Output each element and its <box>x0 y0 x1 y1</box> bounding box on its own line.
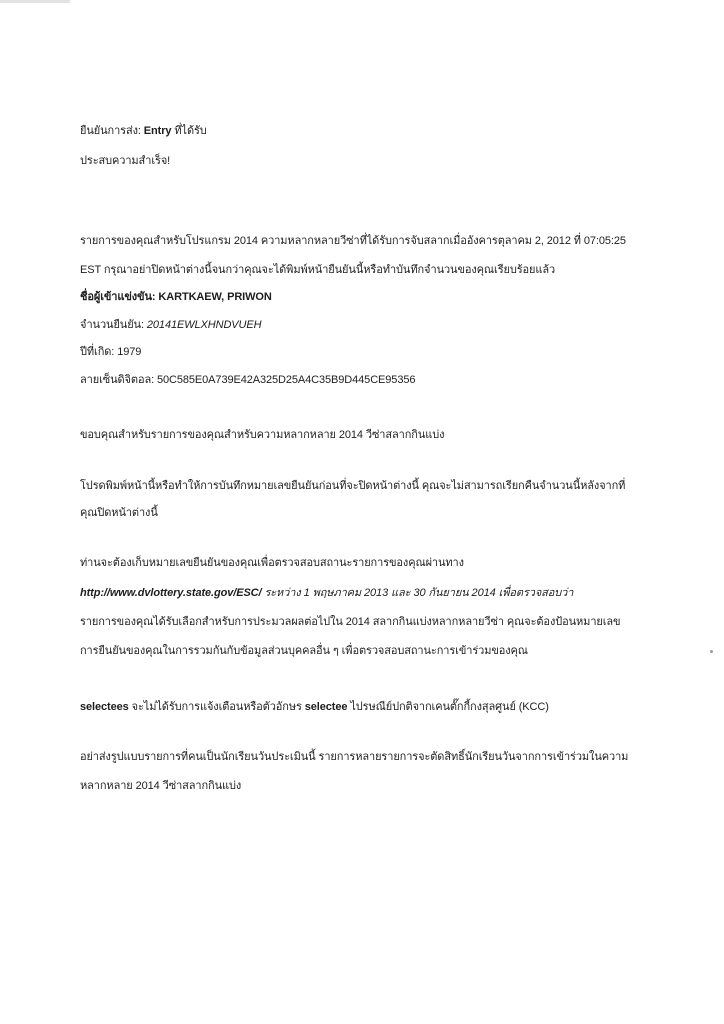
scan-edge-mark <box>0 0 70 3</box>
digital-signature: ลายเซ็นดิจิตอล: 50C585E0A739E42A325D25A4C35B9D445CE95356 <box>80 374 416 386</box>
check-status-line-4: การยืนยันของคุณในการรวมกันกับข้อมูลส่วนบุคคลอื่น ๆ เพื่อตรวจสอบสถานะการเข้าร่วมของคุณ <box>80 645 528 657</box>
check-status-line-3: รายการของคุณได้รับเลือกสำหรับการประมวลผลต่อไปใน 2014 สลากกินแบ่งหลากหลายวีซ่า คุณจะต้องป้อนหมายเลข <box>80 616 621 628</box>
print-notice-line-2: คุณปิดหน้าต่างนี้ <box>80 507 158 519</box>
selectees-notice: selectees จะไม่ได้รับการแจ้งเตือนหรือตัวอักษร selectee ไปรษณีย์ปกติจากเคนตั๊กกี้กงสุลศูนย์ (KCC) <box>80 701 549 713</box>
check-status-line-1: ท่านจะต้องเก็บหมายเลขยืนยันของคุณเพื่อตรวจสอบสถานะรายการของคุณผ่านทาง <box>80 557 464 569</box>
warning-line-2: หลากหลาย 2014 วีซ่าสลากกินแบ่ง <box>80 780 242 792</box>
status-check-url: http://www.dvlottery.state.gov/ESC/ <box>80 587 262 599</box>
scan-speck <box>710 650 713 653</box>
confirmation-number: จำนวนยืนยัน: 20141EWLXHNDVUEH <box>80 319 262 331</box>
confirmation-heading: ยืนยันการส่ง: Entry ที่ได้รับ <box>80 125 207 137</box>
entrant-name: ชื่อผู้เข้าแข่งขัน: KARTKAEW, PRIWON <box>80 291 272 303</box>
print-notice-line-1: โปรดพิมพ์หน้านี้หรือทำให้การบันทึกหมายเลขยืนยันก่อนที่จะปิดหน้าต่างนี้ คุณจะไม่สามารถเรียกคืนจำนวนนี้หลังจากที่ <box>80 480 626 492</box>
thanks-text: ขอบคุณสำหรับรายการของคุณสำหรับความหลากหลาย 2014 วีซ่าสลากกินแบ่ง <box>80 429 445 441</box>
warning-line-1: อย่าส่งรูปแบบรายการที่คนเป็นนักเรียนวันประเมินนี้ รายการหลายรายการจะตัดสิทธิ์นักเรียนวันจากการเข้าร่วมในความ <box>80 751 629 763</box>
check-status-line-2: http://www.dvlottery.state.gov/ESC/ ระหว่าง 1 พฤษภาคม 2013 และ 30 กันยายน 2014 เพื่อตรวจสอบว่า <box>80 587 574 599</box>
success-message: ประสบความสำเร็จ! <box>80 155 171 167</box>
birth-year: ปีที่เกิด: 1979 <box>80 346 142 358</box>
intro-line-1: รายการของคุณสำหรับโปรแกรม 2014 ความหลากหลายวีซ่าที่ได้รับการจับสลากเมื่ออังคารตุลาคม 2, 2012 ที่ 07:05:25 <box>80 235 626 247</box>
intro-line-2: EST กรุณาอย่าปิดหน้าต่างนี้จนกว่าคุณจะได้พิมพ์หน้ายืนยันนี้หรือทำบันทึกจำนวนของคุณเรียบร้อยแล้ว <box>80 264 556 276</box>
